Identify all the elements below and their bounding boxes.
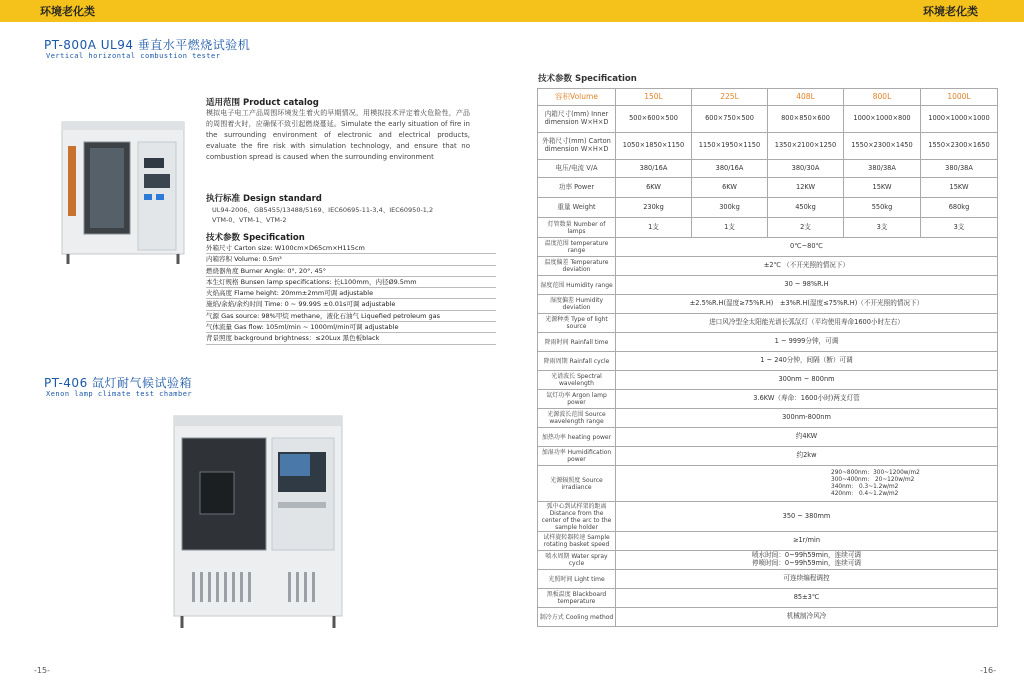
row-label: 湿度范围 Humidity range	[538, 276, 616, 295]
cell: 500×600×500	[616, 106, 692, 133]
span-cell: ≥1r/min	[616, 532, 998, 551]
cell: 6KW	[692, 178, 768, 198]
spec-heading: 技术参数 Specification	[206, 233, 305, 243]
catalog-text: 模拟电子电工产品周围环境发生着火的早期情况，用模拟技术评定着火危险性，产品的周围着火时，应确保不致引起燃烧蔓延。Simulate the early situation of fire in the surrounding environment of electronic and electrical products, evaluate the fire risk with simulation technology, and ensure that no combustion spread is caused when the surrounding environment	[206, 109, 470, 161]
table-row	[538, 106, 998, 133]
table-row	[538, 532, 998, 551]
cell: 230kg	[616, 198, 692, 218]
irradiance-line: 300~400nm： 20~120w/m2	[831, 476, 915, 483]
cell: 1000×1000×800	[844, 106, 921, 133]
row-label: 加湿功率 Humidification power	[538, 447, 616, 466]
cell: 300kg	[692, 198, 768, 218]
table-row	[538, 198, 998, 218]
table-row	[538, 133, 998, 160]
product1-subtitle: Vertical horizontal combustion tester	[46, 52, 221, 60]
row-label: 电压/电流 V/A	[538, 160, 616, 178]
irradiance-cell	[616, 466, 998, 502]
irradiance-line: 340nm： 0.3~1.2w/m2	[831, 483, 899, 490]
spec-item: 火焰高度 Flame height: 20mm±2mm可调 adjustable	[206, 288, 496, 299]
cell: 1150×1950×1150	[692, 133, 768, 160]
table-title: 技术参数 Specification	[538, 74, 637, 84]
table-row	[538, 218, 998, 238]
span-cell: 30 ~ 98%R.H	[616, 276, 998, 295]
cell: 380/16A	[616, 160, 692, 178]
header-right-title: 环境老化类	[923, 5, 978, 18]
product2-subtitle: Xenon lamp climate test chamber	[46, 390, 193, 398]
spec-item: 气体流量 Gas flow: 105ml/min ~ 1000ml/min可调 adjustable	[206, 322, 496, 333]
xenon-chamber-image	[168, 410, 348, 635]
cell: 1550×2300×1650	[921, 133, 998, 160]
cell: 12KW	[768, 178, 844, 198]
table-row	[538, 589, 998, 608]
table-row	[538, 295, 998, 314]
header-cell: 800L	[844, 89, 921, 106]
combustion-tester-image	[58, 118, 188, 268]
span-cell: 喷水时间：0~99h59min，连续可调 停喷时间：0~99h59min，连续可调	[616, 551, 998, 570]
table-row	[538, 178, 998, 198]
cell: 600×750×500	[692, 106, 768, 133]
row-label: 弧中心到试样架的距离 Distance from the center of the arc to the sample holder	[538, 502, 616, 532]
row-label: 加热功率 heating power	[538, 428, 616, 447]
table-row	[538, 502, 998, 532]
header-cell: 408L	[768, 89, 844, 106]
header-cell: 1000L	[921, 89, 998, 106]
row-label: 制冷方式 Cooling method	[538, 608, 616, 627]
spec-item: 背景照度 background brightness：≤20Lux 黑色板black	[206, 333, 496, 344]
spec-item: 气源 Gas source: 98%甲烷 methane，液化石油气 Liquefied petroleum gas	[206, 311, 496, 322]
table-header-row	[538, 89, 998, 106]
row-label: 功率 Power	[538, 178, 616, 198]
page-number-left: -15-	[34, 666, 50, 675]
header-left-title: 环境老化类	[40, 5, 95, 18]
spec-table	[537, 88, 998, 627]
standard-heading: 执行标准 Design standard	[206, 194, 322, 204]
page-number-right: -16-	[980, 666, 996, 675]
row-label: 湿度偏差 Humidity deviation	[538, 295, 616, 314]
spec-item: 外箱尺寸 Carton size: W100cm×D65cm×H115cm	[206, 243, 496, 254]
span-cell: 3.6KW（寿命：1600小时)两支灯管	[616, 390, 998, 409]
row-label: 光源种类 Type of light source	[538, 314, 616, 333]
table-row	[538, 390, 998, 409]
span-cell: 350 ~ 380mm	[616, 502, 998, 532]
catalog-heading: 适用范围 Product catalog	[206, 98, 319, 108]
cell: 380/30A	[768, 160, 844, 178]
cell: 680kg	[921, 198, 998, 218]
row-label: 外箱尺寸(mm) Carton dimension W×H×D	[538, 133, 616, 160]
table-row	[538, 276, 998, 295]
product1-title: PT-800A UL94 垂直水平燃烧试验机	[44, 38, 251, 52]
table-row	[538, 466, 998, 502]
row-label: 灯管数量 Number of lamps	[538, 218, 616, 238]
cell: 1000×1000×1000	[921, 106, 998, 133]
row-label: 内箱尺寸(mm) Inner dimension W×H×D	[538, 106, 616, 133]
irradiance-line: 290~800nm：300~1200w/m2	[831, 469, 920, 476]
cell: 380/16A	[692, 160, 768, 178]
table-row	[538, 570, 998, 589]
header-bar	[0, 0, 1024, 22]
span-cell: 0℃~80℃	[616, 238, 998, 257]
row-label: 重量 Weight	[538, 198, 616, 218]
spec-list	[206, 243, 496, 345]
span-cell: 300nm-800nm	[616, 409, 998, 428]
row-label: 光源辐照度 Source irradiance	[538, 466, 616, 502]
row-label: 光源波长范围 Source wavelength range	[538, 409, 616, 428]
row-label: 降雨周期 Rainfall cycle	[538, 352, 616, 371]
cell: 15KW	[844, 178, 921, 198]
table-row	[538, 257, 998, 276]
span-cell: 进口风冷型全太阳能光谱长弧氙灯（平均使用寿命1600小时左右）	[616, 314, 998, 333]
header-cell: 150L	[616, 89, 692, 106]
table-row	[538, 608, 998, 627]
span-cell: 1 ~ 9999分钟，可调	[616, 333, 998, 352]
row-label: 光照时间 Light time	[538, 570, 616, 589]
spec-item: 内箱容积 Volume: 0.5m³	[206, 254, 496, 265]
cell: 2支	[768, 218, 844, 238]
row-label: 氙灯功率 Argon lamp power	[538, 390, 616, 409]
table-row	[538, 428, 998, 447]
row-label: 黑板温度 Blackboard temperature	[538, 589, 616, 608]
row-label: 温度偏差 Temperature deviation	[538, 257, 616, 276]
table-row	[538, 238, 998, 257]
cell: 1350×2100×1250	[768, 133, 844, 160]
span-cell: ±2℃ （不开光照的情况下）	[616, 257, 998, 276]
row-label: 光谱波长 Spectral wavelength	[538, 371, 616, 390]
span-cell: ±2.5%R.H(湿度≥75%R.H) ±3%R.H(湿度≤75%R.H)（不开光照的情况下）	[616, 295, 998, 314]
cell: 3支	[844, 218, 921, 238]
irradiance-line: 420nm： 0.4~1.2w/m2	[831, 490, 899, 497]
table-row	[538, 314, 998, 333]
table-row	[538, 371, 998, 390]
row-label: 喷水周期 Water spray cycle	[538, 551, 616, 570]
span-cell: 300nm ~ 800nm	[616, 371, 998, 390]
spec-item: 本生灯规格 Bunsen lamp specifications: 长L100mm，内径Ø9.5mm	[206, 277, 496, 288]
table-row	[538, 409, 998, 428]
cell: 1支	[692, 218, 768, 238]
cell: 380/38A	[921, 160, 998, 178]
span-cell: 1 ~ 240分钟，间隔（断）可调	[616, 352, 998, 371]
table-row	[538, 447, 998, 466]
span-cell: 约4KW	[616, 428, 998, 447]
span-cell: 机械制冷风冷	[616, 608, 998, 627]
table-row	[538, 160, 998, 178]
cell: 3支	[921, 218, 998, 238]
standard-line-1: UL94-2006、GB5455/13488/5169、IEC60695-11-3,4、IEC60950-1,2	[212, 206, 434, 214]
cell: 1050×1850×1150	[616, 133, 692, 160]
cell: 6KW	[616, 178, 692, 198]
span-cell: 约2kw	[616, 447, 998, 466]
row-label: 温度范围 temperature range	[538, 238, 616, 257]
cell: 380/38A	[844, 160, 921, 178]
spec-item: 施焰/余焰/余灼时间 Time: 0 ~ 99.99S ±0.01s可调 adjustable	[206, 299, 496, 310]
cell: 1支	[616, 218, 692, 238]
table-row	[538, 352, 998, 371]
span-cell: 可连续编程调控	[616, 570, 998, 589]
spec-item: 燃烧器角度 Burner Angle: 0°, 20°, 45°	[206, 266, 496, 277]
row-label: 试样旋转器转速 Sample rotating basket speed	[538, 532, 616, 551]
cell: 1550×2300×1450	[844, 133, 921, 160]
standard-line-2: VTM-0、VTM-1、VTM-2	[212, 216, 287, 224]
header-cell: 225L	[692, 89, 768, 106]
cell: 450kg	[768, 198, 844, 218]
table-row	[538, 333, 998, 352]
span-cell: 85±3℃	[616, 589, 998, 608]
cell: 550kg	[844, 198, 921, 218]
header-cell: 容积Volume	[538, 89, 616, 106]
cell: 800×850×600	[768, 106, 844, 133]
product2-title: PT-406 氙灯耐气候试验箱	[44, 376, 193, 390]
row-label: 降雨时间 Rainfall time	[538, 333, 616, 352]
table-row	[538, 551, 998, 570]
cell: 15KW	[921, 178, 998, 198]
